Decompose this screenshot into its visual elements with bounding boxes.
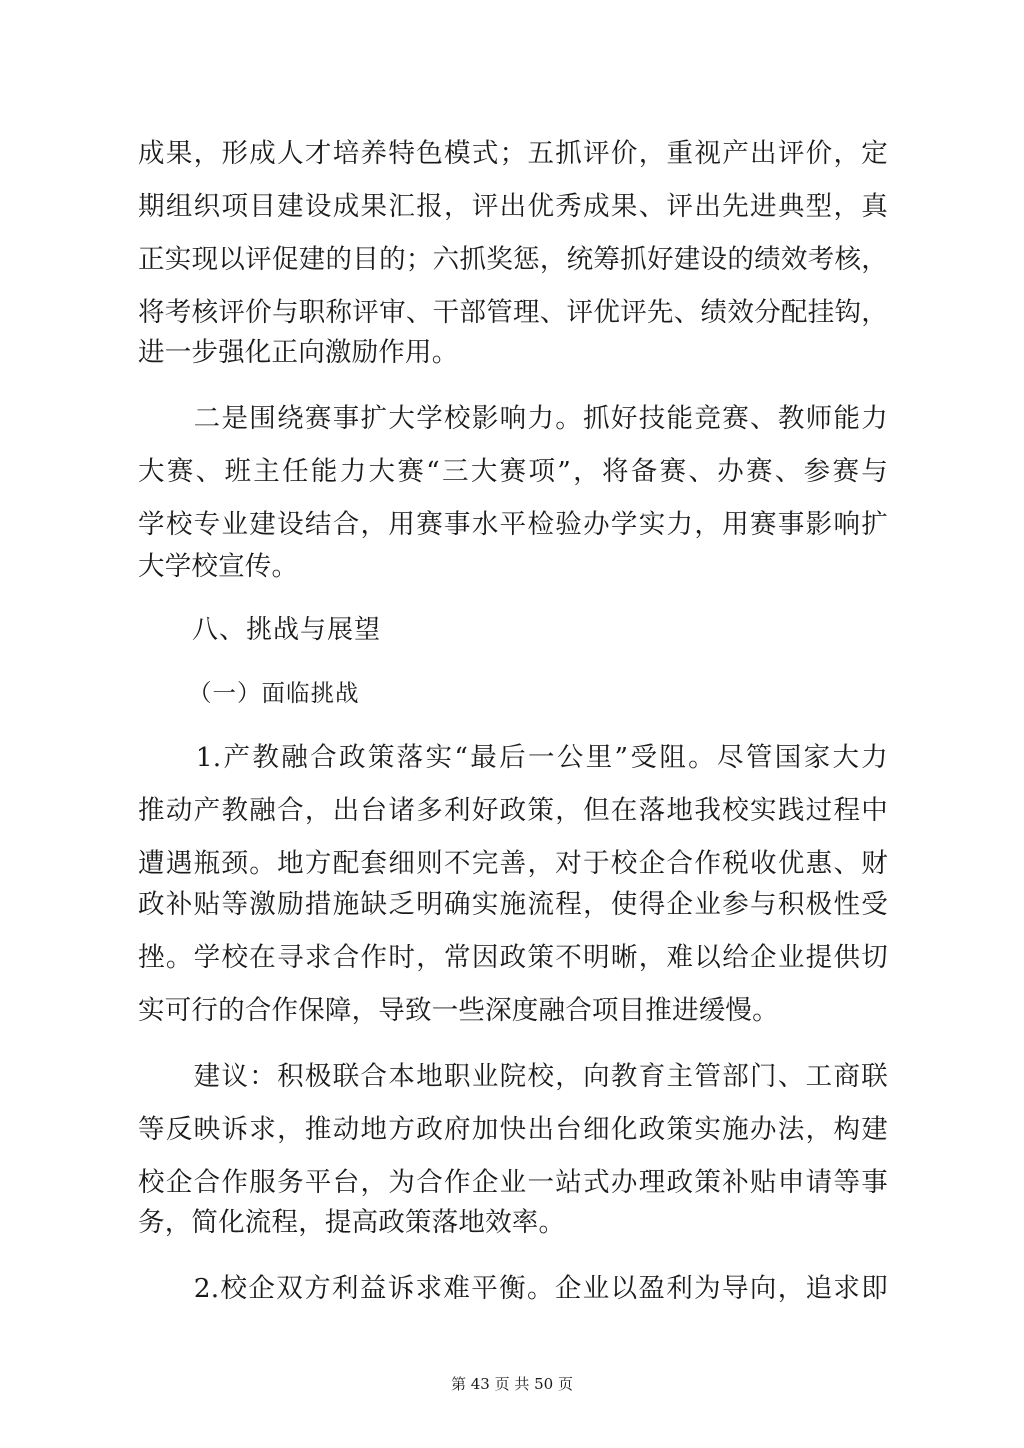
section-heading: 八、挑战与展望 [192,615,382,645]
paragraph-3-line-5: 挫。学校在寻求合作时，常因政策不明晰，难以给企业提供切 [138,942,888,973]
paragraph-1-line-2: 期组织项目建设成果汇报，评出优秀成果、评出先进典型，真 [138,191,888,222]
paragraph-1-line-1: 成果，形成人才培养特色模式；五抓评价，重视产出评价，定 [138,138,888,169]
paragraph-1-line-4: 将考核评价与职称评审、干部管理、评优评先、绩效分配挂钩， [138,297,888,328]
paragraph-5-line-1: 2.校企双方利益诉求难平衡。企业以盈利为导向，追求即 [138,1273,888,1304]
paragraph-3-line-3: 遭遇瓶颈。地方配套细则不完善，对于校企合作税收优惠、财 [138,848,888,879]
paragraph-3-line-6: 实可行的合作保障，导致一些深度融合项目推进缓慢。 [138,995,779,1026]
paragraph-4-line-1: 建议：积极联合本地职业院校，向教育主管部门、工商联 [138,1061,888,1092]
page-number-footer: 第 43 页 共 50 页 [450,1375,573,1393]
paragraph-3-line-2: 推动产教融合，出台诸多利好政策，但在落地我校实践过程中 [138,795,888,826]
subsection-heading: （一）面临挑战 [188,679,360,707]
paragraph-4-line-4: 务，简化流程，提高政策落地效率。 [138,1207,566,1238]
paragraph-2-line-4: 大学校宣传。 [138,551,299,582]
paragraph-2-line-3: 学校专业建设结合，用赛事水平检验办学实力，用赛事影响扩 [138,509,888,540]
paragraph-1-line-5: 进一步强化正向激励作用。 [138,337,459,368]
paragraph-4-line-3: 校企合作服务平台，为合作企业一站式办理政策补贴申请等事 [138,1167,888,1198]
paragraph-3-line-1: 1.产教融合政策落实“最后一公里”受阻。尽管国家大力 [138,742,888,773]
paragraph-4-line-2: 等反映诉求，推动地方政府加快出台细化政策实施办法，构建 [138,1114,888,1145]
paragraph-2-line-2: 大赛、班主任能力大赛“三大赛项”，将备赛、办赛、参赛与 [138,456,888,487]
paragraph-2-line-1: 二是围绕赛事扩大学校影响力。抓好技能竞赛、教师能力 [138,403,888,434]
paragraph-1-line-3: 正实现以评促建的目的；六抓奖惩，统筹抓好建设的绩效考核， [138,244,888,275]
paragraph-3-line-4: 政补贴等激励措施缺乏明确实施流程，使得企业参与积极性受 [138,889,888,920]
